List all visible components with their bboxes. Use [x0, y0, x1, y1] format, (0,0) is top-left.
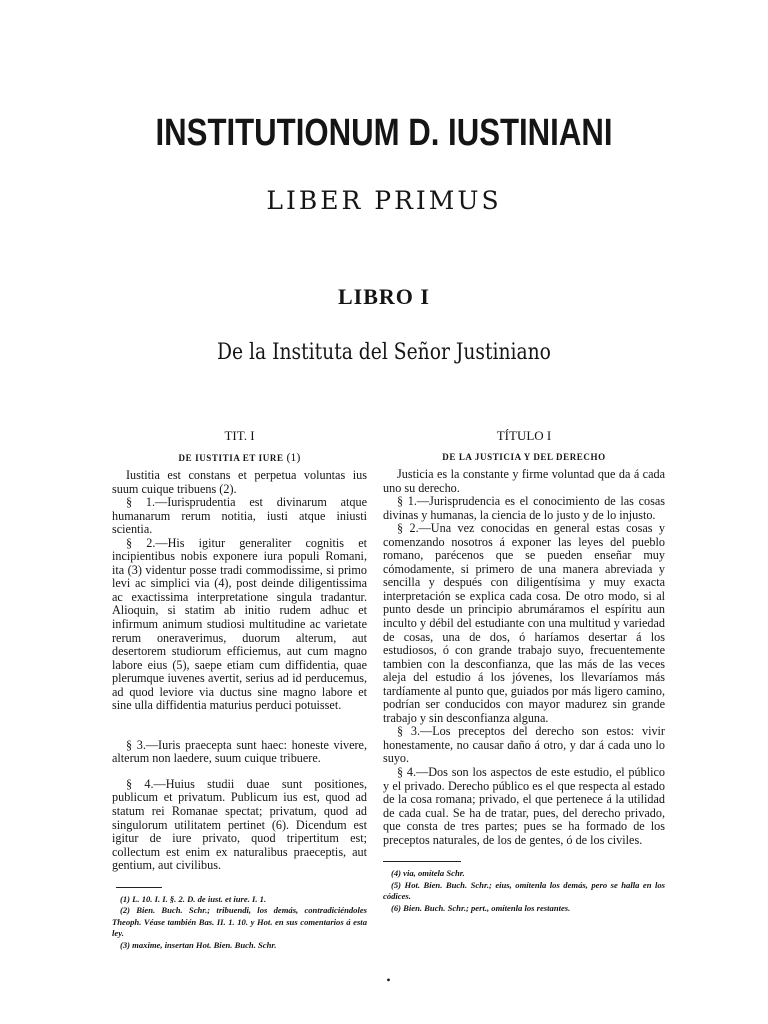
left-paragraph-3	[112, 739, 367, 766]
footnote: (3) maxime, insertan Hot. Bien. Buch. Schr.	[120, 939, 277, 950]
paragraph: § 4.—Huius studii duae sunt positiones, publicum et privatum. Publicum ius est, quod ad statum rei Romanae spectat; privatum, quod ad singulorum utilitatem pertinet (6). Dicendum est igitur de iure privato, quod tripertitum est; collectum est enim ex naturalibus praeceptis, aut gentium, aut civilibus.	[112, 776, 367, 873]
paragraph: § 1.—Iurisprudentia est divinarum atque humanarum rerum notitia, iusti atque iniusti scientia.	[112, 495, 367, 537]
page-mark: •	[386, 973, 391, 988]
footnote: (4) via, omítela Schr.	[391, 868, 465, 879]
left-paragraph-4	[112, 778, 367, 873]
paragraph: Justicia es la constante y firme voluntad que da á cada uno su derecho.	[383, 467, 665, 495]
right-column	[383, 428, 665, 914]
right-section-heading: DE LA JUSTICIA Y DEL DERECHO	[442, 452, 606, 462]
footnote: (6) Bien. Buch. Schr.; pert., omítenla los restantes.	[391, 902, 571, 913]
page-title: INSTITUTIONUM D. IUSTINIANI	[155, 112, 613, 154]
paragraph: § 2.—His igitur generaliter cognitis et incipientibus nobis exponere iura populi Romani, ita (3) videntur posse tradi commodissime, si primo levi ac simplici via (4), post deinde diligentissima ac exactissima interpretatione singula tradantur. Alioquin, si statim ab initio rudem adhuc et infirmum animum studiosi multitudine ac varietate rerum oneraverimus, duorum alterum, aut desertorem studiorum efficiemus, aut cum magno labore eius (5), saepe etiam cum diffidentia, quae plerumque iuvenes avertit, serius ad id perducemus, ad quod leviore via ductus sine magno labore et sine ulla diffidentia maturius perduci potuisset.	[112, 535, 367, 713]
paragraph: § 3.—Iuris praecepta sunt haec: honeste vivere, alterum non laedere, suum cuique tribuere.	[112, 737, 367, 766]
right-footnotes	[383, 868, 665, 914]
two-columns	[112, 428, 665, 951]
footnote: (2) Bien. Buch. Schr.; tribuendi, los demás, contradiciéndoles Theoph. Véase también Bas. II. 1. 10. y Hot. en sus comentarios á esta ley.	[112, 905, 367, 939]
right-title-number: TÍTULO I	[496, 428, 552, 443]
liber-heading: LIBER PRIMUS	[266, 186, 502, 215]
body-area	[112, 428, 665, 988]
left-title-number: TIT. I	[224, 428, 255, 443]
paragraph: § 4.—Dos son los aspectos de este estudio, el público y el privado. Derecho público es el que respecta al estado de la cosa romana; privado, el que pertenece á la utilidad de cada cual. Se ha de tratar, pues, del derecho privado, que consta de tres partes; pues se ha formado de los preceptos naturales, de los de gentes, ó de los civiles.	[383, 765, 665, 847]
subtitle: De la Instituta del Señor Justiniano	[217, 340, 551, 365]
footnote-rule	[116, 887, 162, 888]
right-column-text	[383, 468, 665, 847]
footnote-rule	[383, 861, 461, 862]
paragraph: § 2.—Una vez conocidas en general estas cosas y comenzando nosotros á exponer las leyes del pueblo romano, parécenos que se pueden enseñar muy cómodamente, si primero de una manera abreviada y sencilla y después con diligentísima y muy exacta interpretación se explica cada cosa. De otro modo, si al punto desde un principio abrumáramos el espíritu aun inculto y débil del estudiante con una multitud y variedad de cosas, una de dos, ó haríamos desertar á los estudiosos, ó con grande trabajo suyo, frecuentemente tambien con la desconfianza, que las más de las veces aleja del estudio á los jóvenes, los llevaríamos más tardíamente al punto que, guiados por más ligero camino, podrían ser conducidos con mayor madurez sin grande trabajo y sin desconfianza alguna.	[383, 521, 665, 725]
left-heading-text: DE IUSTITIA ET IURE	[178, 453, 284, 463]
paragraph: Iustitia est constans et perpetua voluntas ius suum cuique tribuens (2).	[112, 468, 367, 496]
libro-heading: LIBRO I	[338, 284, 430, 309]
left-heading-note: (1)	[286, 450, 301, 464]
footnote: (5) Hot. Bien. Buch. Schr.; eius, omítenla los demás, pero se halla en los códices.	[383, 879, 665, 902]
left-footnotes	[112, 894, 367, 952]
left-column	[112, 428, 367, 951]
left-column-text	[112, 469, 367, 713]
left-section-heading	[112, 450, 367, 465]
paragraph: § 3.—Los preceptos del derecho son estos: vivir honestamente, no causar daño á otro, y dar á cada uno lo suyo.	[383, 724, 665, 766]
footnote: (1) L. 10. I. I. §. 2. D. de iust. et iure. I. 1.	[120, 893, 267, 904]
paragraph: § 1.—Jurisprudencia es el conocimiento de las cosas divinas y humanas, la ciencia de lo justo y de lo injusto.	[383, 494, 665, 522]
